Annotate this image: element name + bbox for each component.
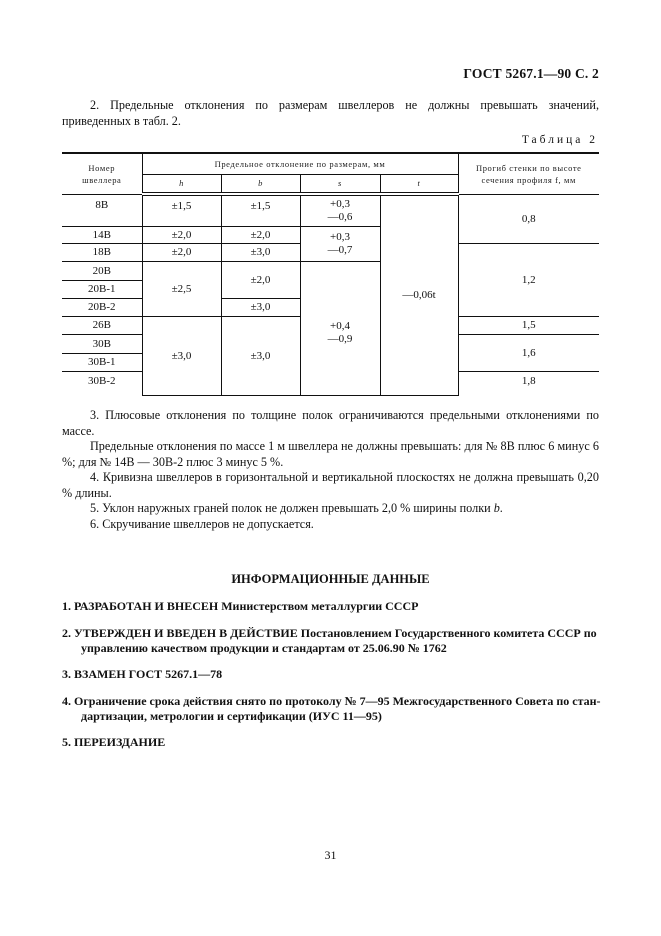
cell-b: ±2,0 xyxy=(221,226,300,243)
cell-h: ±2,5 xyxy=(142,261,221,316)
info-item-2-line-2: управлению качеством продукции и стандартам от 25.06.90 № 1762 xyxy=(81,641,447,655)
s-plus: +0,3 xyxy=(330,230,350,243)
cell-t xyxy=(380,194,458,395)
cell-b: ±2,0 xyxy=(221,261,300,298)
info-item-4-line-2: дартизации, метрологии и сертификации (ИУС 11—95) xyxy=(81,709,382,723)
header-h: h xyxy=(142,174,221,194)
cell-h: ±1,5 xyxy=(142,194,221,226)
info-item-4-line-1: 4. Ограничение срока действия снято по протоколу № 7—95 Межгосударственного Совета по стан- xyxy=(62,694,601,708)
cell-number: 8В xyxy=(62,194,142,226)
header-b: b xyxy=(221,174,300,194)
paragraph-3b: Предельные отклонения по массе 1 м швеллера не должны превышать: для № 8В плюс 6 минус 6 %; для № 14В — 30В-2 плюс 3 минус 5 %. xyxy=(62,439,599,469)
info-item-4 xyxy=(62,694,602,724)
paragraph-5-text: 5. Уклон наружных граней полок не должен превышать 2,0 % ширины полки xyxy=(90,501,494,515)
cell-s xyxy=(300,226,380,261)
document-header: ГОСТ 5267.1—90 С. 2 xyxy=(463,66,599,81)
cell-b: ±1,5 xyxy=(221,194,300,226)
tolerance-table xyxy=(62,152,599,396)
paragraph-6: 6. Скручивание швеллеров не допускается. xyxy=(90,517,314,531)
cell-s xyxy=(300,194,380,226)
cell-number: 20В-2 xyxy=(62,298,142,316)
cell-s xyxy=(300,261,380,395)
cell-number: 18В xyxy=(62,243,142,261)
page-number: 31 xyxy=(324,848,337,862)
cell-number: 30В-1 xyxy=(62,353,142,371)
s-minus: —0,9 xyxy=(327,332,353,345)
info-item-1: 1. РАЗРАБОТАН И ВНЕСЕН Министерством металлургии СССР xyxy=(62,599,419,613)
header-channel-number: Номер швеллера xyxy=(62,153,142,194)
paragraph-2: 2. Предельные отклонения по размерам швеллеров не должны превышать значений, приведенных в табл. 2. xyxy=(62,98,599,128)
paragraph-5: 5. Уклон наружных граней полок не должен превышать 2,0 % ширины полки b. xyxy=(90,501,503,515)
s-plus: +0,3 xyxy=(330,197,350,210)
cell-number: 30В-2 xyxy=(62,371,142,395)
paragraph-3: 3. Плюсовые отклонения по толщине полок ограничиваются предельными отклонениями по массе. xyxy=(62,408,599,438)
info-section-title: ИНФОРМАЦИОННЫЕ ДАННЫЕ xyxy=(231,572,430,586)
cell-f: 1,6 xyxy=(458,334,599,371)
info-item-5: 5. ПЕРЕИЗДАНИЕ xyxy=(62,735,166,749)
cell-f: 1,5 xyxy=(458,316,599,334)
cell-h: ±2,0 xyxy=(142,243,221,261)
cell-number: 30В xyxy=(62,334,142,353)
cell-b: ±3,0 xyxy=(221,298,300,316)
s-minus: —0,7 xyxy=(327,243,353,256)
header-s: s xyxy=(300,174,380,194)
paragraph-4: 4. Кривизна швеллеров в горизонтальной и вертикальной плоскостях не должна превышать 0,20 % длины. xyxy=(62,470,599,500)
cell-number: 20В xyxy=(62,261,142,280)
cell-number: 20В-1 xyxy=(62,280,142,298)
cell-f: 1,8 xyxy=(458,371,599,395)
s-minus: —0,6 xyxy=(327,210,353,223)
cell-number: 14В xyxy=(62,226,142,243)
cell-number: 26В xyxy=(62,316,142,334)
cell-h: ±3,0 xyxy=(142,316,221,395)
header-deviation-group: Предельное отклонение по размерам, мм xyxy=(142,153,458,174)
info-item-2 xyxy=(62,626,602,656)
table-caption: Таблица 2 xyxy=(521,134,598,146)
cell-f: 1,2 xyxy=(458,243,599,316)
cell-h: ±2,0 xyxy=(142,226,221,243)
s-plus: +0,4 xyxy=(330,319,350,332)
paragraph-5-var: b xyxy=(493,501,500,515)
header-t: t xyxy=(380,174,458,194)
cell-f: 0,8 xyxy=(458,194,599,243)
t-value: —0,06t xyxy=(402,289,436,302)
cell-b: ±3,0 xyxy=(221,316,300,395)
header-web-deflection-label: Прогиб стенки по высоте сечения профиля f, мм xyxy=(475,162,582,185)
header-web-deflection xyxy=(458,153,599,194)
cell-b: ±3,0 xyxy=(221,243,300,261)
info-item-2-line-1: 2. УТВЕРЖДЕН И ВВЕДЕН В ДЕЙСТВИЕ Постановлением Государственного комитета СССР по xyxy=(62,626,597,640)
info-item-3: 3. ВЗАМЕН ГОСТ 5267.1—78 xyxy=(62,667,223,681)
